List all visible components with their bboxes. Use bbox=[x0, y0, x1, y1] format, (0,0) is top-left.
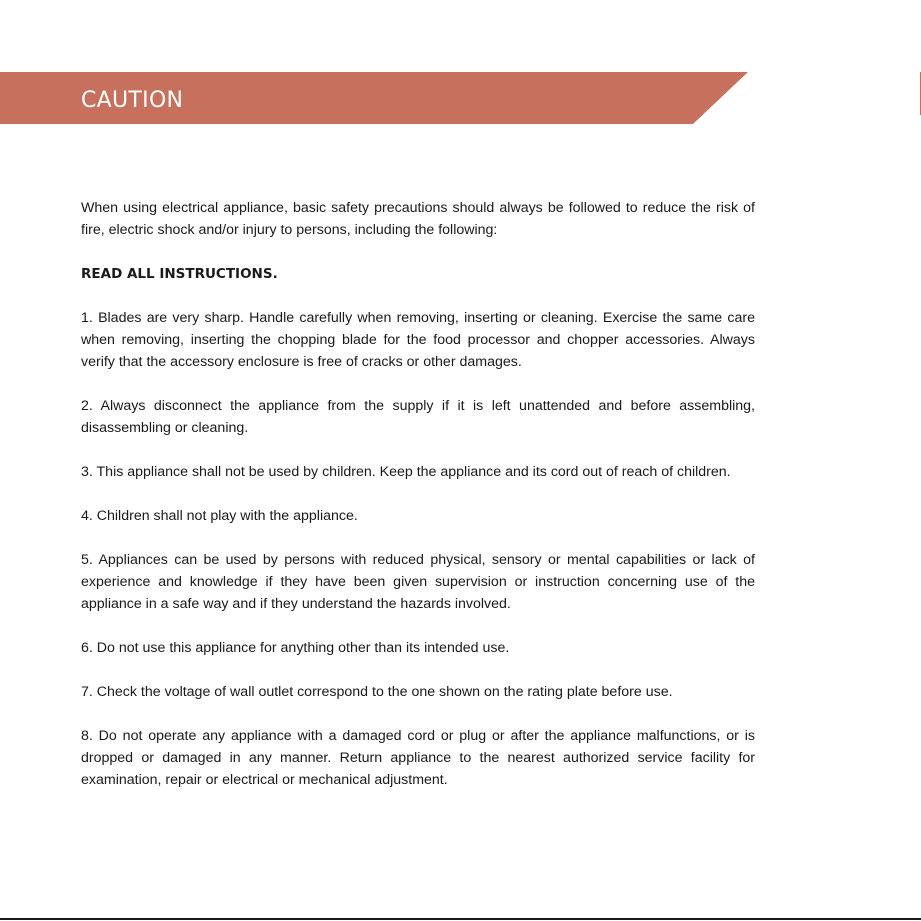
caution-title: CAUTION bbox=[81, 88, 184, 113]
instruction-item-4: 4. Children shall not play with the appliance. bbox=[81, 508, 358, 524]
instruction-item-8: 8. Do not operate any appliance with a damaged cord or plug or after the appliance malfunctions, or is dropped or damaged in any manner. Return appliance to the nearest authorized service facility for examination, repair or electrical or mechanical adjustment. bbox=[81, 728, 755, 788]
intro-paragraph: When using electrical appliance, basic safety precautions should always be followed to reduce the risk of fire, electric shock and/or injury to persons, including the following: bbox=[81, 200, 755, 238]
instruction-item-5: 5. Appliances can be used by persons with reduced physical, sensory or mental capabilities or lack of experience and knowledge if they have been given supervision or instruction concerning use of the appliance in a safe way and if they understand the hazards involved. bbox=[81, 552, 755, 612]
read-all-instructions-heading: READ ALL INSTRUCTIONS. bbox=[81, 266, 278, 282]
instruction-item-3: 3. This appliance shall not be used by children. Keep the appliance and its cord out of reach of children. bbox=[81, 464, 731, 480]
safety-instructions bbox=[81, 197, 755, 813]
instruction-item-2: 2. Always disconnect the appliance from the supply if it is left unattended and before assembling, disassembling or cleaning. bbox=[81, 398, 755, 436]
bottom-rule bbox=[0, 918, 921, 920]
instruction-item-7: 7. Check the voltage of wall outlet correspond to the one shown on the rating plate before use. bbox=[81, 684, 673, 700]
instruction-item-6: 6. Do not use this appliance for anything other than its intended use. bbox=[81, 640, 510, 656]
instruction-item-1: 1. Blades are very sharp. Handle carefully when removing, inserting or cleaning. Exercise the same care when removing, inserting the chopping blade for the food processor and chopper accessories. Always verify that the accessory enclosure is free of cracks or other damages. bbox=[81, 310, 755, 370]
